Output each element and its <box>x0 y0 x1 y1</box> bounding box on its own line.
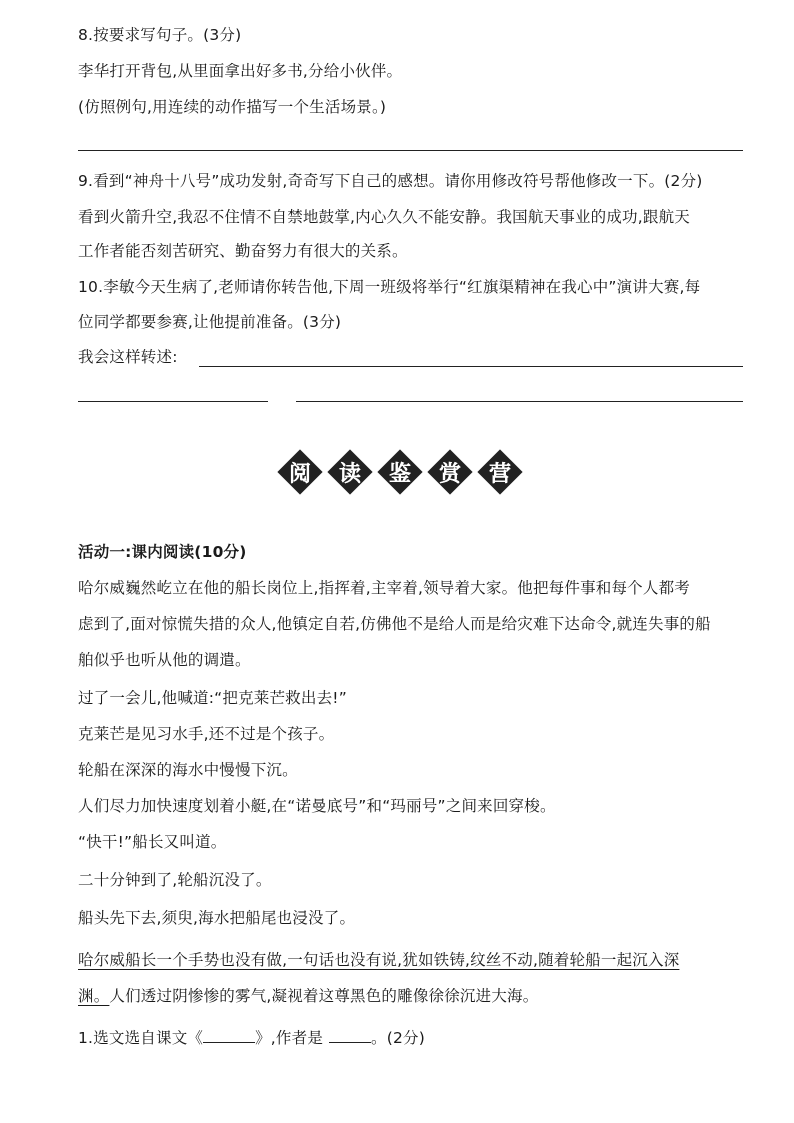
q9-text-line1: 看到火箭升空,我忍不住情不自禁地鼓掌,内心久久不能安静。我国航天事业的成功,跟航天 <box>78 208 690 226</box>
q10-title-line1: 10.李敏今天生病了,老师请你转告他,下周一班级将举行“红旗渠精神在我心中”演讲大赛,每 <box>78 278 701 296</box>
q9-text-line2: 工作者能否刻苦研究、勤奋努力有很大的关系。 <box>78 242 408 260</box>
banner-tile: 营 <box>478 450 522 494</box>
q10-answer-line-1[interactable] <box>199 366 743 367</box>
q10-prompt: 我会这样转述: <box>78 348 178 366</box>
q8-instruction: (仿照例句,用连续的动作描写一个生活场景。) <box>78 98 387 116</box>
q1-blank-author[interactable] <box>329 1026 371 1043</box>
plain-text: 人们透过阴惨惨的雾气,凝视着这尊黑色的雕像徐徐沉进大海。 <box>109 987 539 1005</box>
passage-p6: “快干!”船长又叫道。 <box>78 833 227 851</box>
passage-p4: 轮船在深深的海水中慢慢下沉。 <box>78 761 298 779</box>
q1-part2: 》,作者是 <box>255 1029 324 1047</box>
passage-p3: 克莱芒是见习水手,还不过是个孩子。 <box>78 725 335 743</box>
banner-tile: 读 <box>328 450 372 494</box>
banner-tile: 赏 <box>428 450 472 494</box>
passage-p2: 过了一会儿,他喊道:“把克莱芒救出去!” <box>78 689 347 707</box>
passage-p9-line1-underlined: 哈尔威船长一个手势也没有做,一句话也没有说,犹如铁铸,纹丝不动,随着轮船一起沉入深 <box>78 951 680 969</box>
q1-part3: 。(2分) <box>371 1029 425 1047</box>
passage-p1-line3: 舶似乎也听从他的调遣。 <box>78 651 251 669</box>
q9-title: 9.看到“神舟十八号”成功发射,奇奇写下自己的感想。请你用修改符号帮他修改一下。(2分) <box>78 172 703 190</box>
q1-blank-title[interactable] <box>203 1026 255 1043</box>
q10-answer-line-2b[interactable] <box>296 401 743 402</box>
passage-p1-line2: 虑到了,面对惊慌失措的众人,他镇定自若,仿佛他不是给人而是给灾难下达命令,就连失事的船 <box>78 615 711 633</box>
q1-part1: 1.选文选自课文《 <box>78 1029 204 1047</box>
underlined-text: 渊。 <box>78 987 110 1005</box>
q10-title-line2: 位同学都要参赛,让他提前准备。(3分) <box>78 313 342 331</box>
q8-answer-line[interactable] <box>78 150 743 151</box>
banner-tile: 阅 <box>278 450 322 494</box>
activity1-heading: 活动一:课内阅读(10分) <box>78 543 247 561</box>
passage-p7: 二十分钟到了,轮船沉没了。 <box>78 871 272 889</box>
q10-answer-line-2a[interactable] <box>78 401 268 402</box>
section-banner <box>278 450 528 500</box>
q1-line <box>78 1026 425 1048</box>
passage-p1-line1: 哈尔威巍然屹立在他的船长岗位上,指挥着,主宰着,领导着大家。他把每件事和每个人都考 <box>78 579 690 597</box>
banner-tile: 鉴 <box>378 450 422 494</box>
passage-p9-line2 <box>78 986 538 1006</box>
q8-title: 8.按要求写句子。(3分) <box>78 26 242 44</box>
passage-p8: 船头先下去,须臾,海水把船尾也浸没了。 <box>78 909 356 927</box>
passage-p5: 人们尽力加快速度划着小艇,在“诺曼底号”和“玛丽号”之间来回穿梭。 <box>78 797 556 815</box>
q8-example: 李华打开背包,从里面拿出好多书,分给小伙伴。 <box>78 62 403 80</box>
